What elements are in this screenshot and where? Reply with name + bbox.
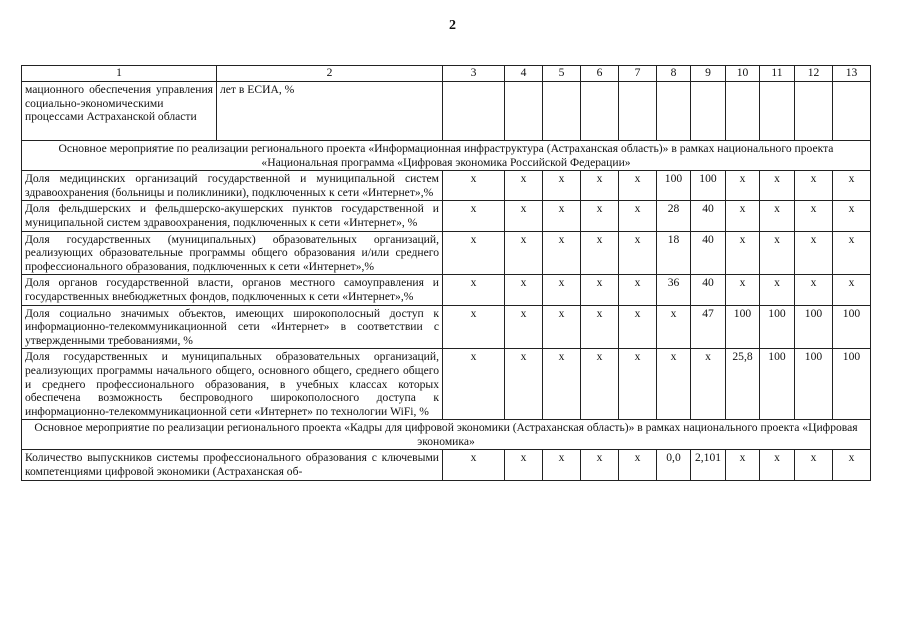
value-cell: х [795,231,833,275]
value-cell: х [833,171,871,201]
table-body [22,66,871,481]
value-cell: х [726,231,760,275]
page-number: 2 [449,18,456,33]
value-cell: х [505,231,543,275]
value-cell: х [505,201,543,231]
header-row [22,66,871,82]
value-cell: х [760,171,795,201]
value-cell: х [726,171,760,201]
column-header: 10 [726,66,760,82]
indicator-name-cell: Доля медицинских организаций государственной и муниципальной систем здравоохранения (больницы и поликлиники), подключенных к сети «Интернет»,% [22,171,443,201]
empty-cell [795,82,833,141]
column-header: 3 [443,66,505,82]
continuation-row [22,82,871,141]
table-row [22,450,871,480]
indicator-name-cell: Доля социально значимых объектов, имеющих широкополосный доступ к информационно-телекоммуникационной сети «Интернет» в соответствии с утвержденными требованиями, % [22,305,443,349]
empty-cell [443,82,505,141]
column-header: 8 [657,66,691,82]
value-cell: х [581,450,619,480]
value-cell: х [795,201,833,231]
value-cell: 47 [691,305,726,349]
value-cell: х [760,231,795,275]
column-header: 1 [22,66,217,82]
value-cell: 0,0 [657,450,691,480]
column-header: 12 [795,66,833,82]
section-row [22,420,871,450]
table-row [22,275,871,305]
empty-cell [760,82,795,141]
value-cell: х [619,305,657,349]
value-cell: х [833,231,871,275]
value-cell: х [657,305,691,349]
table-row [22,231,871,275]
value-cell: х [726,201,760,231]
value-cell: х [543,349,581,420]
value-cell: х [760,201,795,231]
value-cell: х [543,171,581,201]
column-header: 9 [691,66,726,82]
value-cell: х [795,275,833,305]
table-row [22,305,871,349]
value-cell: 100 [833,305,871,349]
value-cell: х [543,275,581,305]
value-cell: х [581,171,619,201]
value-cell: х [619,450,657,480]
value-cell: 100 [795,349,833,420]
value-cell: х [543,305,581,349]
value-cell: х [619,171,657,201]
column-header: 6 [581,66,619,82]
value-cell: х [443,349,505,420]
value-cell: х [795,450,833,480]
value-cell: х [581,231,619,275]
value-cell: х [581,201,619,231]
indicator-name-cell: Количество выпускников системы профессионального образования с ключевыми компетенциями цифровой экономики (Астраханская об- [22,450,443,480]
value-cell: х [443,275,505,305]
value-cell: х [543,450,581,480]
indicators-table [21,65,871,481]
value-cell: 40 [691,201,726,231]
value-cell: 40 [691,231,726,275]
empty-cell [543,82,581,141]
indicator-name-cell: мационного обеспечения управления социально-экономическими процессами Астраханской области [22,82,217,141]
value-cell: 36 [657,275,691,305]
indicator-name-cell: Доля органов государственной власти, органов местного самоуправления и государственных внебюджетных фондов, подключенных к сети «Интернет»,% [22,275,443,305]
value-cell: 100 [833,349,871,420]
value-cell: х [795,171,833,201]
value-cell: х [581,349,619,420]
value-cell: х [581,275,619,305]
value-cell: 2,101 [691,450,726,480]
value-cell: х [581,305,619,349]
value-cell: х [619,231,657,275]
value-cell: х [833,201,871,231]
empty-cell [726,82,760,141]
value-cell: 18 [657,231,691,275]
value-cell: х [760,275,795,305]
value-cell: х [505,450,543,480]
value-cell: х [760,450,795,480]
value-cell: х [443,171,505,201]
value-cell: 100 [760,305,795,349]
value-cell: х [619,201,657,231]
value-cell: х [443,450,505,480]
column-header: 7 [619,66,657,82]
table-row [22,349,871,420]
value-cell: х [443,231,505,275]
value-cell: 100 [795,305,833,349]
empty-cell [657,82,691,141]
value-cell: х [833,275,871,305]
empty-cell [691,82,726,141]
empty-cell [505,82,543,141]
column-header: 4 [505,66,543,82]
value-cell: х [505,275,543,305]
value-cell: х [619,349,657,420]
value-cell: 28 [657,201,691,231]
indicator-name-cell: Доля государственных (муниципальных) образовательных организаций, реализующих образовательные программы общего образования и/или среднего профессионального образования, подключенных к сети «Интернет»,% [22,231,443,275]
value-cell: х [443,305,505,349]
value-cell: х [505,171,543,201]
empty-cell [619,82,657,141]
column-header: 2 [217,66,443,82]
column-header: 13 [833,66,871,82]
value-cell: 100 [657,171,691,201]
section-title: Основное мероприятие по реализации регионального проекта «Информационная инфраструктура (Астраханская область)» в рамках национального проекта «Национальная программа «Цифровая экономика Российской Федерации» [22,141,871,171]
value-cell: х [443,201,505,231]
value-cell: х [657,349,691,420]
value-cell: 100 [760,349,795,420]
column-header: 5 [543,66,581,82]
value-cell: 100 [726,305,760,349]
value-cell: х [543,231,581,275]
column-header: 11 [760,66,795,82]
section-row [22,141,871,171]
value-cell: х [726,450,760,480]
indicator-name-cell: Доля государственных и муниципальных образовательных организаций, реализующих программы начального общего, основного общего, среднего общего и среднего профессионального образования, в учебных классах которых обеспечена возможность беспроводного широкополосного доступа к информационно-телекоммуникационной сети «Интернет» по технологии WiFi, % [22,349,443,420]
section-title: Основное мероприятие по реализации регионального проекта «Кадры для цифровой экономики (Астраханская область)» в рамках национального проекта «Цифровая экономика» [22,420,871,450]
value-cell: 100 [691,171,726,201]
value-cell: х [505,305,543,349]
indicator-name-cell: Доля фельдшерских и фельдшерско-акушерских пунктов государственной и муниципальной систем здравоохранения, подключенных к сети «Интернет», % [22,201,443,231]
table-row [22,201,871,231]
value-cell: 40 [691,275,726,305]
value-cell: х [543,201,581,231]
empty-cell [833,82,871,141]
value-cell: х [691,349,726,420]
value-cell: 25,8 [726,349,760,420]
value-cell: х [619,275,657,305]
indicator-unit-cell: лет в ЕСИА, % [217,82,443,141]
table-row [22,171,871,201]
empty-cell [581,82,619,141]
value-cell: х [505,349,543,420]
value-cell: х [833,450,871,480]
value-cell: х [726,275,760,305]
